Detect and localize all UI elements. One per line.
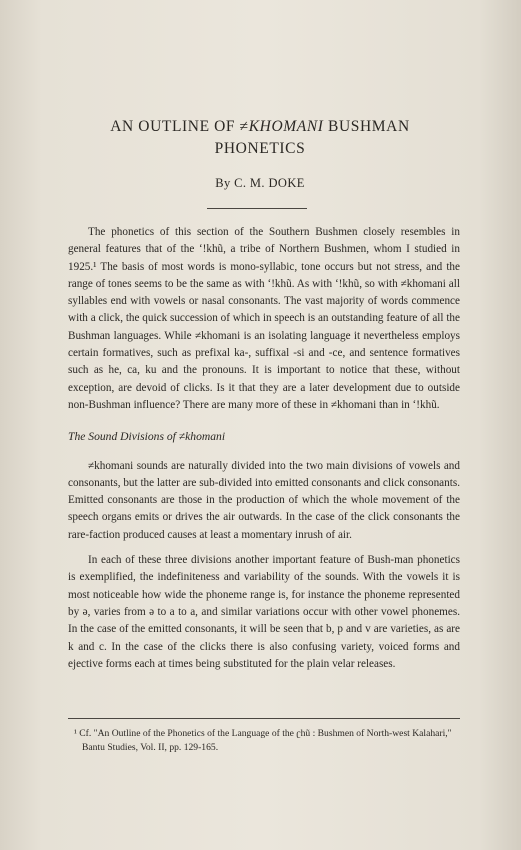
title-line1-pre: AN OUTLINE OF ≠ <box>110 118 249 135</box>
title-line1-em: KHOMANI <box>248 118 324 135</box>
footnote: ¹ Cf. "An Outline of the Phonetics of the Language of the ʗhũ : Bushmen of North-west Kalahari," Bantu Studies, Vol. II, pp. 129-165. <box>74 728 452 753</box>
page-title <box>60 116 460 160</box>
title-line2: PHONETICS <box>214 140 306 157</box>
paragraph: The phonetics of this section of the Southern Bushmen closely resembles in general features that of the ‘!khũ, a tribe of Northern Bushmen, whom I studied in 1925.¹ The basis of most words is mono-syllabic, tone occurs but not stress, and the range of tones seems to be the same as with ‘!khũ. As with ‘!khũ, so with ≠khomani all syllables end with vowels or nasal consonants. The vast majority of words commence with a click, the quick succession of which in speech is an outstanding feature of all the Bushman languages. While ≠khomani is an isolating language it nevertheless employs certain formatives, such as prefixal ka-, suffixal -si and -ce, and sentence formatives such as he, ca, ku and the pronouns. It is important to notice that these, without exception, are devoid of clicks. Is it that they are a later development due to outside non-Bushman influence? There are many more of these in ≠khomani than in ‘!khũ. <box>68 226 460 411</box>
footnote-divider <box>68 718 460 719</box>
title-line1-post: BUSHMAN <box>323 118 410 135</box>
divider <box>207 208 307 209</box>
article-body <box>68 224 460 681</box>
paragraph: ≠khomani sounds are naturally divided into the two main divisions of vowels and consonants, but the latter are sub-divided into emitted consonants and click consonants. Emitted consonants are those in the production of which the whole movement of the speech organs emits or drives the air outwards. In the case of the click consonants the rare-faction produced causes at least a momentary inrush of air. <box>68 459 460 541</box>
author: By C. M. DOKE <box>215 176 305 190</box>
section-heading: The Sound Divisions of ≠khomani <box>68 430 226 444</box>
paragraph: In each of these three divisions another important feature of Bush-man phonetics is exemplified, the indefiniteness and variability of the sounds. With the vowels it is most noticeable how wide the phoneme range is, for instance the phoneme represented by ə, varies from ə to a to a, and similar variations occur with other vowel phonemes. In the case of the emitted consonants, it will be seen that b, p and v are varieties, as are k and c. In the case of the clicks there is also confusing variety, voiced forms and ejective forms each at times being substituted for the plain velar releases. <box>68 554 460 670</box>
